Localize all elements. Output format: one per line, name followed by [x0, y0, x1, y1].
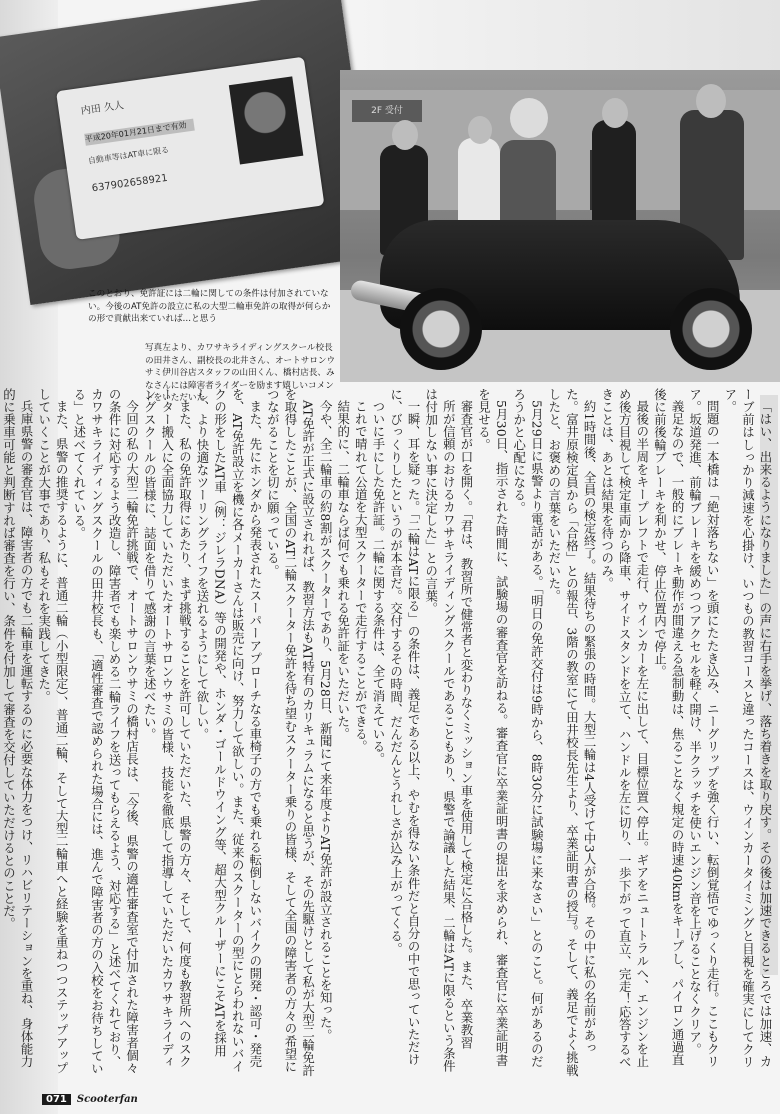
- person-1-head: [392, 120, 418, 150]
- body-paragraph: 一瞬、耳を疑った。「二輪はATに限る」の条件は、義足である以上、やむを得ない条件だと自分の中で思っていただけに、びっくりしたというのが本音だ。交付するその時間、だんだんとうれしさが込み上がってくる。: [388, 388, 422, 1067]
- body-paragraph: AT免許が正式に設立されれば、教習方法もAT特有のカリキュラムになると思うが、その先駆けとして私が大型二輪免許を取得したことが、全国のAT二輪スクーター免許を待ち望むスクーター乗りの皆様、そして全国の障害者の方々の希望につながることを切に願っている。: [265, 388, 316, 1077]
- person-4-head: [602, 98, 628, 128]
- body-paragraph: 約1時間後、全員の検定終了。結果待ちの緊張の時間。大型二輪は4人受けて中3人が合格。その中に私の名前があった。富井原検定員から「合格」との報告、3階の教室にて田井校長先生より、卒業証明書の授与。そして、義足でよく挑戦したと、お褒めの言葉をいただいた。: [546, 388, 598, 1077]
- license-condition: 自動車等はAT車に限る: [87, 145, 170, 166]
- body-paragraph: また、私の免許取得にあたり、まず挑戦することを許可していただいた、県警の方々、そして、何度も教習所へのスクーター搬入に全面協力していただいたオートサロンウサミの皆様、技能を徹底して指導していただいたカワサキライディングスクールの皆様に、誌面を借りて感謝の言葉を述べたい。: [142, 388, 193, 1069]
- building-sign: 2F 受付: [352, 100, 422, 122]
- license-card: [56, 57, 324, 240]
- body-paragraph: 問題の一本橋は「絶対落ちない」を頭にたたき込み、ニーグリップを強く行い、転倒覚悟でゆっくり走行。ここもクリア。坂道発進、前輪ブレーキを緩めつつアクセルを軽く開け、半クラッチを使いエンジン音を上げることなくクリア。: [687, 388, 721, 1069]
- license-number: 637902658921: [91, 172, 169, 195]
- body-paragraph: 5月30日、指示された時間に、試験場の審査官を訪ねる。審査官に卒業証明書の提出を求められ、審査官に卒業証明書を見せる。: [476, 388, 510, 1068]
- person-5-head: [696, 84, 726, 118]
- body-paragraph: 今回の私の大型二輪免許挑戦で、オートサロンウサミの橋村店長は、「今後、県警の適性審査室で付加された障害者個々の条件に対応するよう改造し、障害者でも楽しめる二輪ライフを送ってもらえるよう、対応する」と述べてくれており、カワサキライディングスクールの田井校長も、「適性審査で認められた場合には、進んで障害者の方の入校をお待ちしている」と述べてくれている。: [71, 388, 140, 1075]
- body-paragraph: 今や、全二輪車の約8割がスクーターであり、5月28日、新聞にて来年度よりAT免許が設立されることを知った。: [318, 400, 334, 1042]
- rear-wheel: [400, 288, 482, 370]
- body-paragraph: また、県警の推奨するように、普通二輪（小型限定）、普通二輪、そして大型二輪車へと経験を重ねつつステップアップしていくことが大事であり、私もそれを実践してきた。: [36, 388, 70, 1075]
- license-photo: [0, 0, 377, 305]
- person-2-head: [468, 116, 492, 144]
- person-4: [592, 120, 636, 230]
- magazine-name: Scooterfan: [76, 1093, 138, 1105]
- body-paragraph: 義足なので、一般的にブレーキ動作が間違える急制動は、焦ることなく規定の時速40kmをキープし、パイロン通過直後に前後輪ブレーキを利かせ、停止位置内で停止。: [652, 388, 686, 1067]
- group-photo: [340, 70, 780, 382]
- title-band: [300, 0, 780, 78]
- license-name: 内田 久人: [80, 100, 125, 118]
- body-paragraph: ついに手にした免許証。二輪に関する条件は、全て消えている。: [370, 400, 386, 766]
- article-body: [1, 388, 774, 1078]
- body-paragraph: 結果的に、二輪車ならば何でも乗れる免許証をいただいた。: [335, 400, 351, 741]
- body-paragraph: これで晴れて公道を大型スクーターで走行することができる。: [353, 400, 369, 754]
- body-paragraph: 「はい、出来るようになりました」の声に右手を挙げ、落ち着きを取り戻す。その後は加速できるところでは加速、カーブ前はしっかり減速を心掛け、いつもの教習コースと違ったコースは、ウインカータイミングと目視を確実にしてクリア。: [722, 388, 773, 1069]
- body-paragraph: 最後の半周をキープレフトで走行、ウインカーを左に出して、目標位置へ停止。ギアをニュートラルへ、エンジンを止め後方目視して検定車両から降車、サイドスタンドを立て、ハンドルを左に切り、一歩下がって直立、完走！応答するべきことは、あとは結果を待つのみ。: [599, 388, 650, 1069]
- front-wheel: [670, 288, 752, 370]
- license-validity: 平成20年01月21日まで有効: [84, 119, 195, 146]
- body-paragraph: 5月29日に県警より電話がある。「明日の免許交付は9時から、8時30分に試験場に来なさい」とのこと。何があるのだろうかと心配になる。: [511, 388, 545, 1069]
- license-caption: このとおり、免許証には二輪に関しての条件は付加されていない。今後のAT免許の設立に私の大型二輪車免許の取得が何らかの形で貢献出来ていれば…と思う: [88, 289, 331, 324]
- folio: [42, 1090, 138, 1108]
- body-paragraph: 兵庫県警の審査官は、障害者の方でも二輪車を運転するのに必要な体力をつけ、リハビリテーションを重ね、身体能力的に乗車可能と判断すれば審査を行い、条件を付加して審査を交付していただけるとのことだ。: [1, 388, 35, 1069]
- rider-helmet: [510, 98, 548, 138]
- page-number: 071: [42, 1094, 71, 1105]
- body-paragraph: また、先にホンダから発表されたスーパーアプローチなる車椅子の方でも乗れる転倒しないバイクの開発・認可・発売を、AT免許設立を機に各メーカーさんは販売に向け、努力して欲しい。また、従来のスクーターの型にとらわれないバイクの形をしたAT車（例：ジレラDNA）等の開発や、ホンダ・ゴールドウイング等、超大型クルーザーにこそATを採用し、より快適なツーリングライフを送れるようにして欲しい。: [195, 388, 263, 1073]
- license-portrait: [229, 76, 304, 164]
- body-paragraph: 所が信頼のおけるカワサキライディングスクールであることもあり、県警で論議した結果、二輪はATに限るという条件は付加しない事に決定した」との言葉。: [423, 388, 457, 1073]
- body-paragraph: 審査官が口を開く。「君は、教習所で健常者と変わりなくミッション車を使用して検定に合格した。また、卒業教習: [458, 400, 474, 1050]
- group-caption: 写真左より、カワサキライディングスクール校長の田井さん、副校長の北井さん、オートサロンウサミ伊川谷店スタッフの山田くん、橋村店長、みなさんには障害者ライダーを励ます嬉しいコメントをいただいた: [145, 343, 336, 403]
